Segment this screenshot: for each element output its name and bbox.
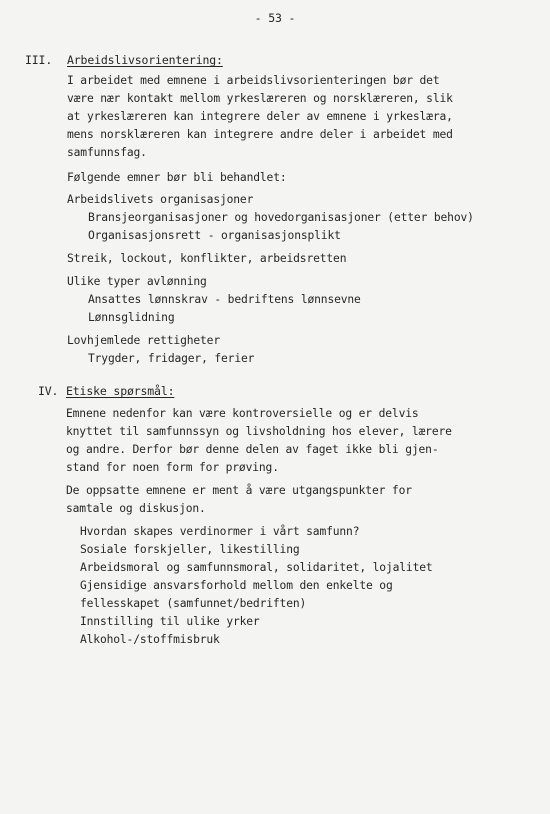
topic-subitem: Ansattes lønnskrav - bedriftens lønnsevne bbox=[88, 293, 361, 306]
section-iii-body bbox=[67, 72, 537, 368]
topic-subitem: Organisasjonsrett - organisasjonsplikt bbox=[88, 229, 341, 242]
topic-title: Ulike typer avlønning bbox=[67, 275, 207, 288]
paragraph-line: stand for noen form for prøving. bbox=[66, 461, 279, 474]
section-title-iv: Etiske spørsmål: bbox=[66, 384, 175, 398]
page-number: - 53 - bbox=[254, 11, 296, 25]
list-item: Arbeidsmoral og samfunnsmoral, solidaritet, lojalitet bbox=[80, 561, 433, 574]
topic-subitem: Bransjeorganisasjoner og hovedorganisasjoner (etter behov) bbox=[88, 211, 474, 224]
paragraph-line: at yrkeslæreren kan integrere deler av emnene i yrkeslæra, bbox=[67, 110, 453, 123]
paragraph-line: knyttet til samfunnssyn og livsholdning hos elever, lærere bbox=[66, 425, 452, 438]
paragraph-line: mens norsklæreren kan integrere andre deler i arbeidet med bbox=[67, 128, 453, 141]
section-heading-iii bbox=[25, 53, 223, 67]
list-item: Alkohol-/stoffmisbruk bbox=[80, 633, 220, 646]
list-item: fellesskapet (samfunnet/bedriften) bbox=[80, 597, 307, 610]
paragraph-line: I arbeidet med emnene i arbeidslivsorienteringen bør det bbox=[67, 74, 440, 87]
paragraph-line: være nær kontakt mellom yrkeslæreren og norsklæreren, slik bbox=[67, 92, 453, 105]
topic-title: Arbeidslivets organisasjoner bbox=[67, 193, 254, 206]
section-iv-body bbox=[66, 405, 536, 649]
paragraph-line: samtale og diskusjon. bbox=[66, 502, 206, 515]
topic-title: Streik, lockout, konflikter, arbeidsretten bbox=[67, 252, 347, 265]
paragraph-line: samfunnsfag. bbox=[67, 146, 147, 159]
section-number-iii: III. bbox=[25, 53, 53, 67]
topics-intro: Følgende emner bør bli behandlet: bbox=[67, 171, 287, 184]
list-item: Sosiale forskjeller, likestilling bbox=[80, 543, 300, 556]
section-heading-iv bbox=[38, 384, 174, 398]
list-item: Gjensidige ansvarsforhold mellom den enkelte og bbox=[80, 579, 393, 592]
topic-subitem: Trygder, fridager, ferier bbox=[88, 352, 255, 365]
section-title-iii: Arbeidslivsorientering: bbox=[67, 53, 223, 67]
list-item: Innstilling til ulike yrker bbox=[80, 615, 260, 628]
paragraph-line: og andre. Derfor bør denne delen av faget ikke bli gjen- bbox=[66, 443, 439, 456]
list-item: Hvordan skapes verdinormer i vårt samfunn? bbox=[80, 525, 360, 538]
paragraph-line: Emnene nedenfor kan være kontroversielle og er delvis bbox=[66, 407, 419, 420]
section-number-iv: IV. bbox=[38, 384, 59, 398]
topic-title: Lovhjemlede rettigheter bbox=[67, 334, 220, 347]
topic-subitem: Lønnsglidning bbox=[88, 311, 175, 324]
paragraph-line: De oppsatte emnene er ment å være utgangspunkter for bbox=[66, 484, 412, 497]
